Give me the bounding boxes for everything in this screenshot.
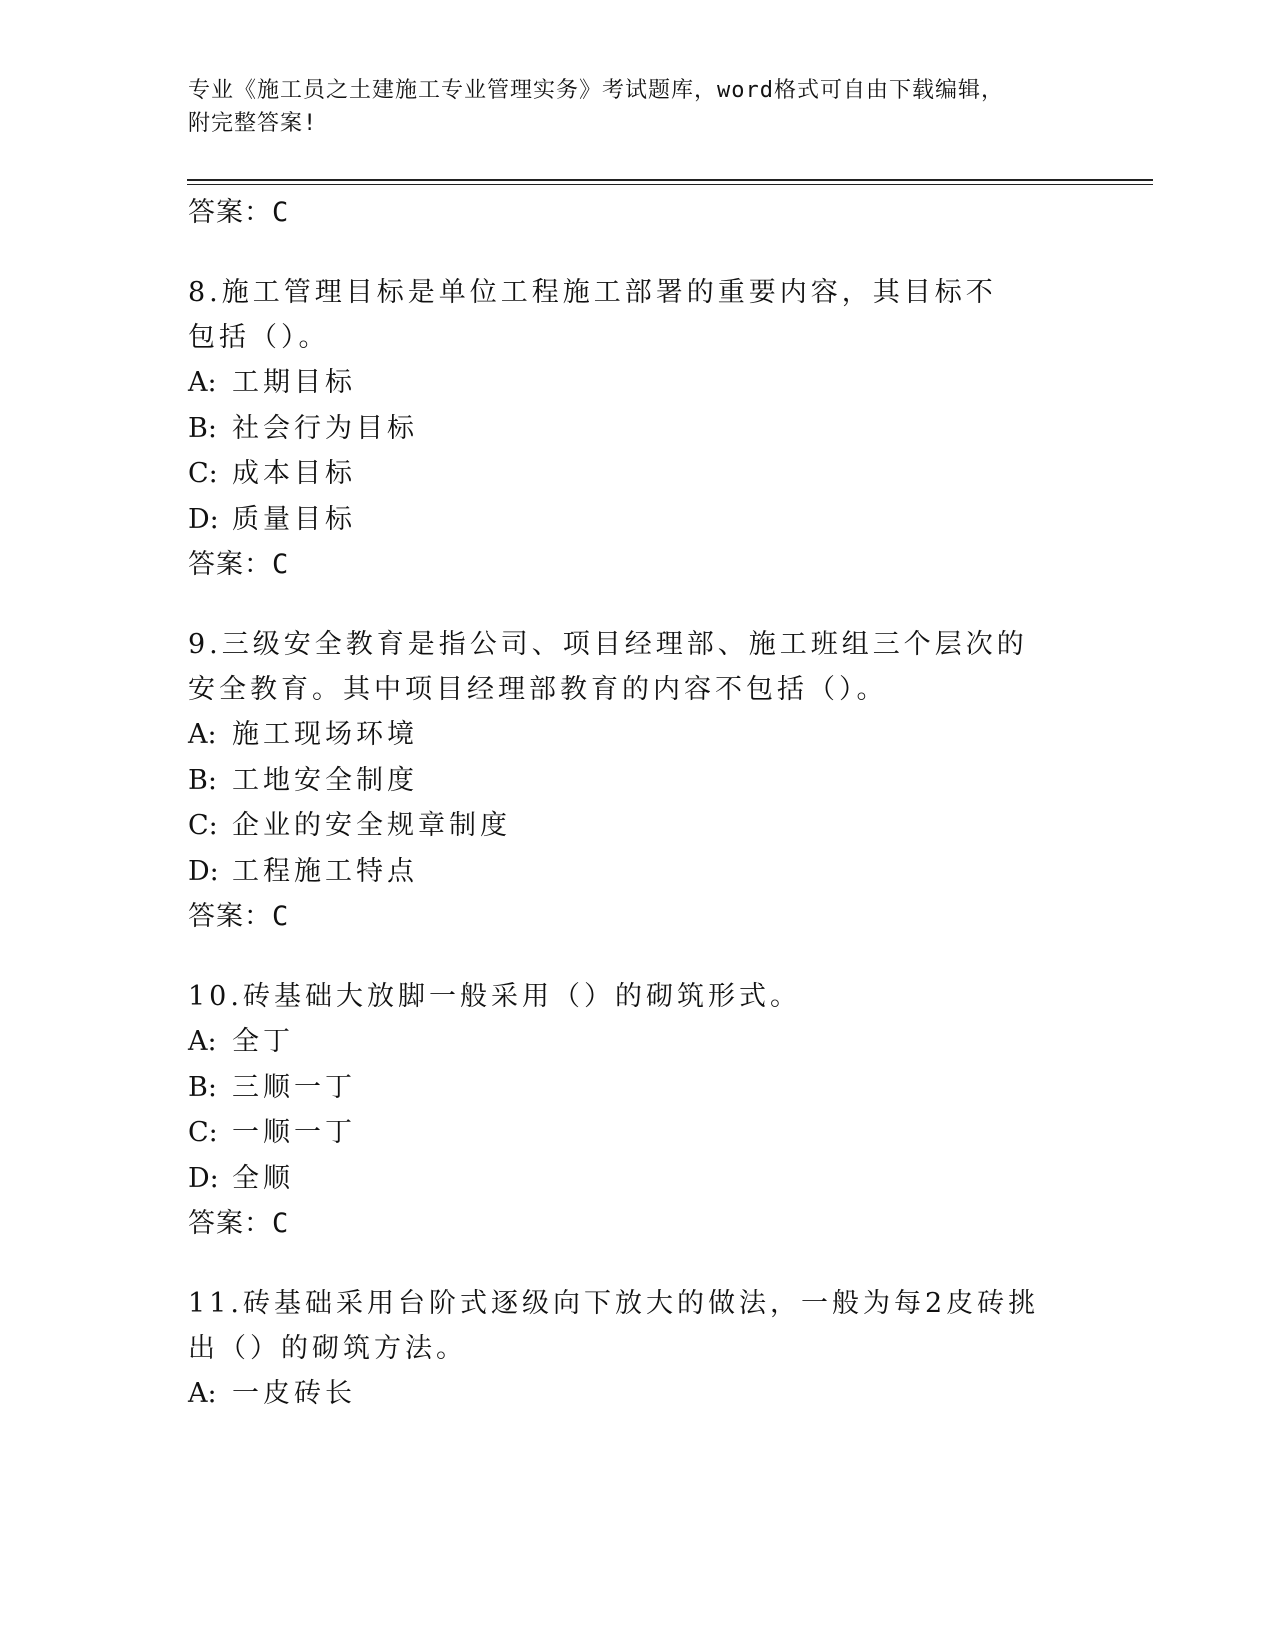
option-c [188, 451, 1088, 497]
answer-label: 答案： [188, 901, 272, 932]
option-text: 工程施工特点 [232, 855, 418, 887]
option-text: 一皮砖长 [232, 1378, 356, 1409]
answer-label: 答案： [188, 197, 272, 228]
answer-line [188, 1201, 1088, 1247]
header-rule-thick [187, 179, 1153, 181]
answer-line [188, 894, 1088, 940]
answer-value: C [272, 901, 290, 932]
option-b [188, 1065, 1088, 1111]
option-text: 三顺一丁 [232, 1071, 356, 1103]
option-text: 质量目标 [232, 503, 356, 535]
option-letter: A: [188, 367, 217, 398]
option-letter: C: [188, 810, 218, 841]
question-stem: 10.砖基础大放脚一般采用（）的砌筑形式。 [188, 981, 801, 1012]
option-letter: C: [188, 1117, 218, 1148]
option-letter: D: [188, 503, 219, 535]
option-text: 工期目标 [232, 367, 356, 398]
question-stem: 11.砖基础采用台阶式逐级向下放大的做法，一般为每2皮砖挑出（）的砌筑方法。 [188, 1288, 1040, 1364]
option-letter: D: [188, 855, 219, 887]
option-d [188, 1156, 1088, 1202]
option-letter: A: [188, 1026, 217, 1057]
option-text: 全顺 [232, 1162, 294, 1194]
answer-value: C [272, 197, 290, 228]
answer-line [188, 190, 1088, 236]
question-9 [188, 622, 1088, 940]
option-letter: B: [188, 412, 217, 444]
option-letter: B: [188, 1071, 217, 1103]
document-header [188, 74, 1088, 140]
answer-line [188, 542, 1088, 588]
header-rule-thin [187, 184, 1153, 185]
question-list [188, 190, 1088, 1417]
option-d [188, 497, 1088, 543]
option-a [188, 712, 1088, 758]
question-stem: 8.施工管理目标是单位工程施工部署的重要内容，其目标不包括（）。 [188, 277, 997, 353]
option-text: 企业的安全规章制度 [232, 810, 511, 841]
question-11 [188, 1281, 1088, 1417]
option-b [188, 758, 1088, 804]
option-letter: A: [188, 1378, 217, 1409]
answer-label: 答案： [188, 549, 272, 580]
option-c [188, 1110, 1088, 1156]
option-letter: C: [188, 458, 218, 489]
question-8 [188, 270, 1088, 588]
option-text: 工地安全制度 [232, 764, 418, 796]
option-text: 一顺一丁 [232, 1117, 356, 1148]
answer-label: 答案： [188, 1208, 272, 1239]
option-a [188, 360, 1088, 406]
question-10 [188, 974, 1088, 1247]
answer-value: C [272, 549, 290, 580]
option-c [188, 803, 1088, 849]
option-a [188, 1371, 1088, 1417]
header-line-1: 专业《施工员之土建施工专业管理实务》考试题库，word格式可自由下载编辑， [188, 78, 1004, 103]
option-a [188, 1019, 1088, 1065]
option-letter: A: [188, 719, 217, 750]
option-text: 施工现场环境 [232, 719, 418, 750]
option-text: 成本目标 [232, 458, 356, 489]
option-d [188, 849, 1088, 895]
option-text: 社会行为目标 [232, 412, 418, 444]
option-letter: D: [188, 1162, 219, 1194]
answer-value: C [272, 1208, 290, 1239]
option-letter: B: [188, 764, 217, 796]
option-text: 全丁 [232, 1026, 294, 1057]
question-stem: 9.三级安全教育是指公司、项目经理部、施工班组三个层次的安全教育。其中项目经理部教育的内容不包括（）。 [188, 629, 1028, 705]
header-line-2: 附完整答案! [188, 111, 318, 136]
option-b [188, 406, 1088, 452]
